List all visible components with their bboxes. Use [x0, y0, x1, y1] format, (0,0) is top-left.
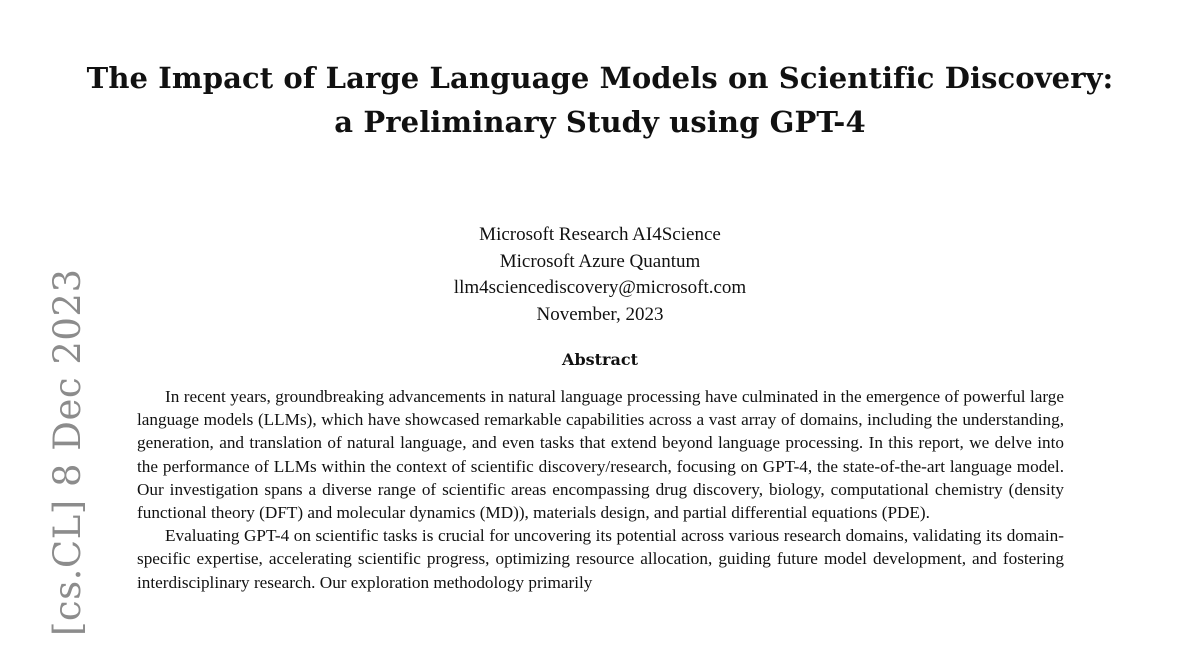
paper-title-line-1: The Impact of Large Language Models on Scientific Discovery:: [86, 61, 1114, 95]
paper-title-line-2: a Preliminary Study using GPT-4: [334, 105, 866, 139]
affiliation-2: Microsoft Azure Quantum: [499, 250, 701, 272]
abstract-paragraph-1: In recent years, groundbreaking advancements in natural language processing have culminated in the emergence of powerful large language models (LLMs), which have showcased remarkable capabilities across a vast array of domains, including the understanding, generation, and translation of natural language, and even tasks that extend beyond language processing. In this report, we delve into the performance of LLMs within the context of scientific discovery/research, focusing on GPT-4, the state-of-the-art language model. Our investigation spans a diverse range of scientific areas encompassing drug discovery, biology, computational chemistry (density functional theory (DFT) and molecular dynamics (MD)), materials design, and partial differential equations (PDE).: [137, 387, 1064, 523]
publication-date: November, 2023: [536, 303, 664, 325]
author-block: [0, 222, 1200, 328]
abstract-paragraph-2: Evaluating GPT-4 on scientific tasks is crucial for uncovering its potential across various research domains, validating its domain-specific expertise, accelerating scientific progress, optimizing resource allocation, guiding future model development, and fostering interdisciplinary research. Our exploration methodology primarily: [137, 526, 1064, 592]
arxiv-stamp: [cs.CL] 8 Dec 2023: [46, 268, 89, 636]
paper-title: [0, 56, 1200, 144]
contact-email: llm4sciencediscovery@microsoft.com: [453, 277, 747, 298]
abstract-heading: Abstract: [562, 350, 638, 369]
affiliation-1: Microsoft Research AI4Science: [479, 224, 721, 245]
abstract-body: [137, 385, 1064, 594]
